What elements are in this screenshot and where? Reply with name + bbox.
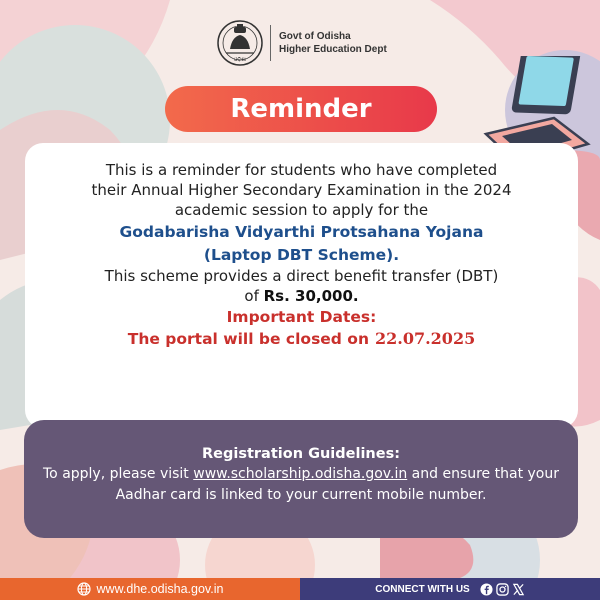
scholarship-link[interactable]: www.scholarship.odisha.gov.in: [193, 466, 408, 482]
connect-label: CONNECT WITH US: [375, 583, 470, 595]
guidelines-suffix: and ensure that your Aadhar card is linked to your current mobile number.: [115, 466, 559, 503]
notice-line4: This scheme provides a direct benefit transfer (DBT): [104, 267, 499, 285]
registration-guidelines-box: [24, 420, 578, 538]
guidelines-title: Registration Guidelines:: [201, 446, 400, 462]
header-divider: [270, 25, 271, 61]
notice-line1: This is a reminder for students who have completed: [105, 161, 498, 179]
amount-value: Rs. 30,000.: [263, 287, 359, 305]
reminder-title: Reminder: [165, 86, 437, 132]
odisha-emblem-icon: [216, 19, 264, 67]
x-twitter-icon[interactable]: [512, 583, 525, 596]
org-line2: Higher Education Dept: [279, 44, 387, 55]
globe-icon: [77, 582, 91, 596]
notice-line2: their Annual Higher Secondary Examination in the 2024: [91, 181, 512, 199]
facebook-icon[interactable]: [480, 583, 493, 596]
closing-date: 22.07.2025: [375, 329, 476, 348]
footer-connect: [300, 578, 600, 600]
footer: [0, 578, 600, 600]
notice-line5: [25, 286, 578, 306]
amount-prefix: of: [244, 287, 264, 305]
social-icons: [480, 583, 525, 596]
website-text: www.dhe.odisha.gov.in: [96, 582, 224, 596]
important-dates-heading: Important Dates:: [226, 308, 377, 326]
emblem-text: ଓଡ଼ିଶା: [233, 57, 247, 63]
guidelines-prefix: To apply, please visit: [43, 466, 194, 482]
org-name: [279, 30, 387, 56]
footer-website[interactable]: [0, 578, 300, 600]
org-line1: Govt of Odisha: [279, 31, 351, 42]
scheme-subtitle: (Laptop DBT Scheme).: [203, 246, 400, 264]
notice-line3: academic session to apply for the: [174, 201, 429, 219]
notice-text: [25, 160, 578, 350]
instagram-icon[interactable]: [496, 583, 509, 596]
closing-line: [25, 328, 578, 350]
scheme-name: Godabarisha Vidyarthi Protsahana Yojana: [119, 223, 484, 241]
closing-text: The portal will be closed on: [127, 330, 369, 348]
guidelines-body: [24, 464, 578, 506]
header: [216, 18, 416, 68]
